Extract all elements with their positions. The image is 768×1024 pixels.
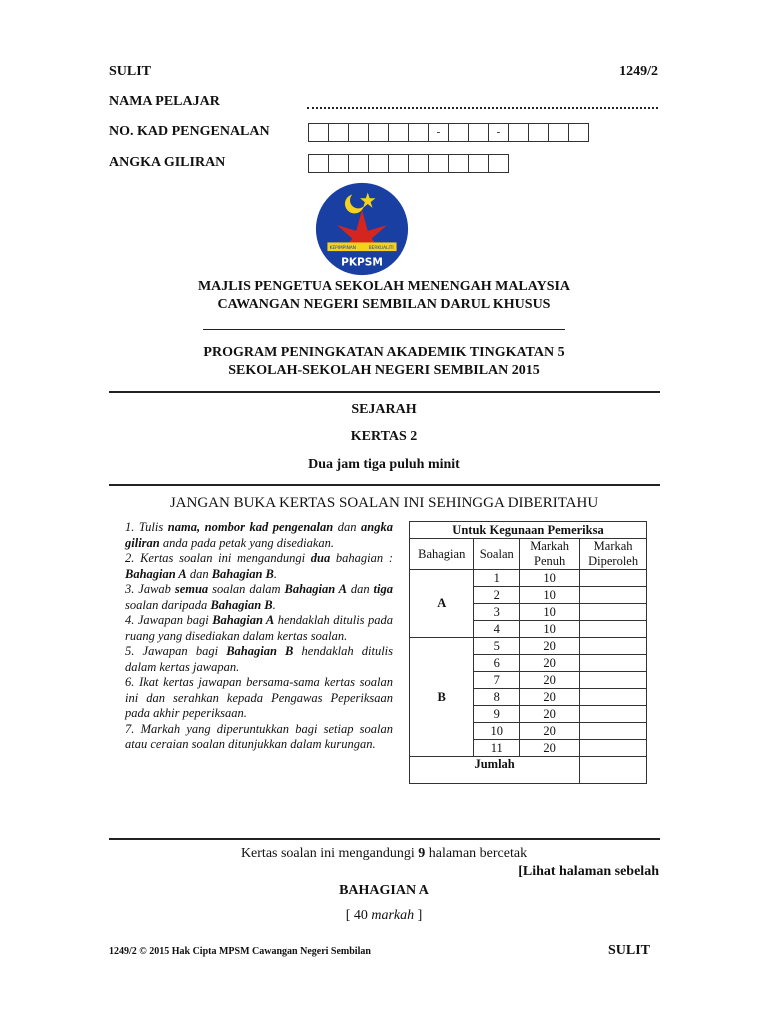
question-number: 9 xyxy=(474,706,520,723)
obtained-marks[interactable] xyxy=(580,655,647,672)
index-digit-box[interactable] xyxy=(328,154,349,173)
instruction-item: 7. Markah yang diperuntukkan bagi setiap soalan atau ceraian soalan ditunjukkan dalam kurungan. xyxy=(125,721,393,751)
paper-code: 1249/2 xyxy=(619,64,658,79)
total-marks[interactable] xyxy=(580,757,647,784)
question-number: 1 xyxy=(474,570,520,587)
index-digit-box[interactable] xyxy=(368,154,389,173)
full-marks: 10 xyxy=(520,604,580,621)
sulit-label: SULIT xyxy=(109,64,152,79)
instruction-item: 5. Jawapan bagi Bahagian B hendaklah ditulis dalam kertas jawapan. xyxy=(125,644,394,674)
full-marks: 20 xyxy=(520,723,580,740)
divider-short xyxy=(203,329,565,330)
paper-number: KERTAS 2 xyxy=(350,429,418,444)
svg-text:BERKUALITI: BERKUALITI xyxy=(368,246,394,252)
svg-text:PKPSM: PKPSM xyxy=(341,256,383,269)
obtained-marks[interactable] xyxy=(580,706,647,723)
ic-digit-box[interactable] xyxy=(468,123,489,142)
question-number: 3 xyxy=(474,604,520,621)
divider-top xyxy=(109,391,660,393)
full-marks: 20 xyxy=(520,638,580,655)
total-label: Jumlah xyxy=(410,757,580,784)
program-line1: PROGRAM PENINGKATAN AKADEMIK TINGKATAN 5 xyxy=(203,345,565,360)
index-digit-box[interactable] xyxy=(348,154,369,173)
ic-digit-box[interactable] xyxy=(348,123,369,142)
index-digit-box[interactable] xyxy=(388,154,409,173)
index-digit-box[interactable] xyxy=(488,154,509,173)
full-marks: 10 xyxy=(520,570,580,587)
full-marks: 20 xyxy=(520,655,580,672)
question-number: 8 xyxy=(474,689,520,706)
section-a-title: BAHAGIAN A xyxy=(339,883,429,898)
divider-bottom xyxy=(109,838,660,840)
index-digit-box[interactable] xyxy=(308,154,329,173)
question-number: 10 xyxy=(474,723,520,740)
next-page-note: [Lihat halaman sebelah xyxy=(518,864,659,879)
question-number: 5 xyxy=(474,638,520,655)
question-number: 4 xyxy=(474,621,520,638)
question-number: 2 xyxy=(474,587,520,604)
ic-dash: - xyxy=(488,123,509,142)
footer-sulit: SULIT xyxy=(607,943,650,958)
pkpsm-logo xyxy=(314,181,410,282)
ic-digit-box[interactable] xyxy=(508,123,529,142)
obtained-marks[interactable] xyxy=(580,689,647,706)
obtained-marks[interactable] xyxy=(580,604,647,621)
obtained-marks[interactable] xyxy=(580,621,647,638)
examiner-marks-table xyxy=(409,521,647,784)
ic-digit-box[interactable] xyxy=(388,123,409,142)
instruction-item: 1. Tulis nama, nombor kad pengenalan dan angka giliran anda pada petak yang disediakan. xyxy=(125,520,393,550)
instruction-item: 2. Kertas soalan ini mengandungi dua bahagian : Bahagian A dan Bahagian B. xyxy=(125,551,394,581)
full-marks: 10 xyxy=(520,621,580,638)
full-marks: 20 xyxy=(520,672,580,689)
ic-digit-box[interactable] xyxy=(568,123,589,142)
full-marks: 10 xyxy=(520,587,580,604)
divider-mid xyxy=(109,484,660,486)
ic-label: NO. KAD PENGENALAN xyxy=(109,124,270,139)
instruction-item: 6. Ikat kertas jawapan bersama-sama kertas soalan ini dan serahkan kepada Pengawas Peperiksaan pada akhir peperiksaan. xyxy=(125,675,393,720)
ic-dash: - xyxy=(428,123,449,142)
subject-name: SEJARAH xyxy=(351,402,417,417)
column-header: Soalan xyxy=(474,539,520,570)
student-name-field[interactable] xyxy=(307,107,658,109)
svg-text:KEPIMPINAN: KEPIMPINAN xyxy=(329,246,356,252)
ic-digit-box[interactable] xyxy=(328,123,349,142)
table-row xyxy=(410,638,647,655)
full-marks: 20 xyxy=(520,706,580,723)
section-a-marks: [ 40 markah ] xyxy=(345,908,423,923)
ic-digit-box[interactable] xyxy=(308,123,329,142)
council-line1: MAJLIS PENGETUA SEKOLAH MENENGAH MALAYSIA xyxy=(197,279,571,294)
index-digit-box[interactable] xyxy=(468,154,489,173)
obtained-marks[interactable] xyxy=(580,740,647,757)
instruction-item: 3. Jawab semua soalan dalam Bahagian A dan tiga soalan daripada Bahagian B. xyxy=(125,582,393,612)
obtained-marks[interactable] xyxy=(580,672,647,689)
table-row xyxy=(410,570,647,587)
table-title: Untuk Kegunaan Pemeriksa xyxy=(410,522,647,539)
index-digit-box[interactable] xyxy=(428,154,449,173)
obtained-marks[interactable] xyxy=(580,723,647,740)
index-number-boxes[interactable] xyxy=(309,154,509,173)
copyright: 1249/2 © 2015 Hak Cipta MPSM Cawangan Negeri Sembilan xyxy=(109,946,371,957)
duration: Dua jam tiga puluh minit xyxy=(308,457,460,472)
section-cell: B xyxy=(410,638,474,757)
warning-text: JANGAN BUKA KERTAS SOALAN INI SEHINGGA DIBERITAHU xyxy=(169,495,599,511)
obtained-marks[interactable] xyxy=(580,570,647,587)
student-name-label: NAMA PELAJAR xyxy=(109,94,220,109)
program-line2: SEKOLAH-SEKOLAH NEGERI SEMBILAN 2015 xyxy=(228,363,540,378)
index-digit-box[interactable] xyxy=(408,154,429,173)
ic-digit-box[interactable] xyxy=(368,123,389,142)
column-header: Markah Diperoleh xyxy=(580,539,647,570)
index-digit-box[interactable] xyxy=(448,154,469,173)
column-header: Markah Penuh xyxy=(520,539,580,570)
ic-digit-box[interactable] xyxy=(408,123,429,142)
ic-number-boxes[interactable] xyxy=(309,123,589,142)
instruction-item: 4. Jawapan bagi Bahagian A hendaklah ditulis pada ruang yang disediakan dalam kertas soalan. xyxy=(125,613,394,643)
full-marks: 20 xyxy=(520,740,580,757)
question-number: 11 xyxy=(474,740,520,757)
index-number-label: ANGKA GILIRAN xyxy=(109,155,226,170)
instructions-list xyxy=(125,520,393,753)
ic-digit-box[interactable] xyxy=(448,123,469,142)
ic-digit-box[interactable] xyxy=(548,123,569,142)
council-line2: CAWANGAN NEGERI SEMBILAN DARUL KHUSUS xyxy=(217,297,551,312)
page-count-note: Kertas soalan ini mengandungi 9 halaman bercetak xyxy=(240,846,528,861)
obtained-marks[interactable] xyxy=(580,587,647,604)
section-cell: A xyxy=(410,570,474,638)
question-number: 6 xyxy=(474,655,520,672)
column-header: Bahagian xyxy=(410,539,474,570)
ic-digit-box[interactable] xyxy=(528,123,549,142)
question-number: 7 xyxy=(474,672,520,689)
obtained-marks[interactable] xyxy=(580,638,647,655)
full-marks: 20 xyxy=(520,689,580,706)
